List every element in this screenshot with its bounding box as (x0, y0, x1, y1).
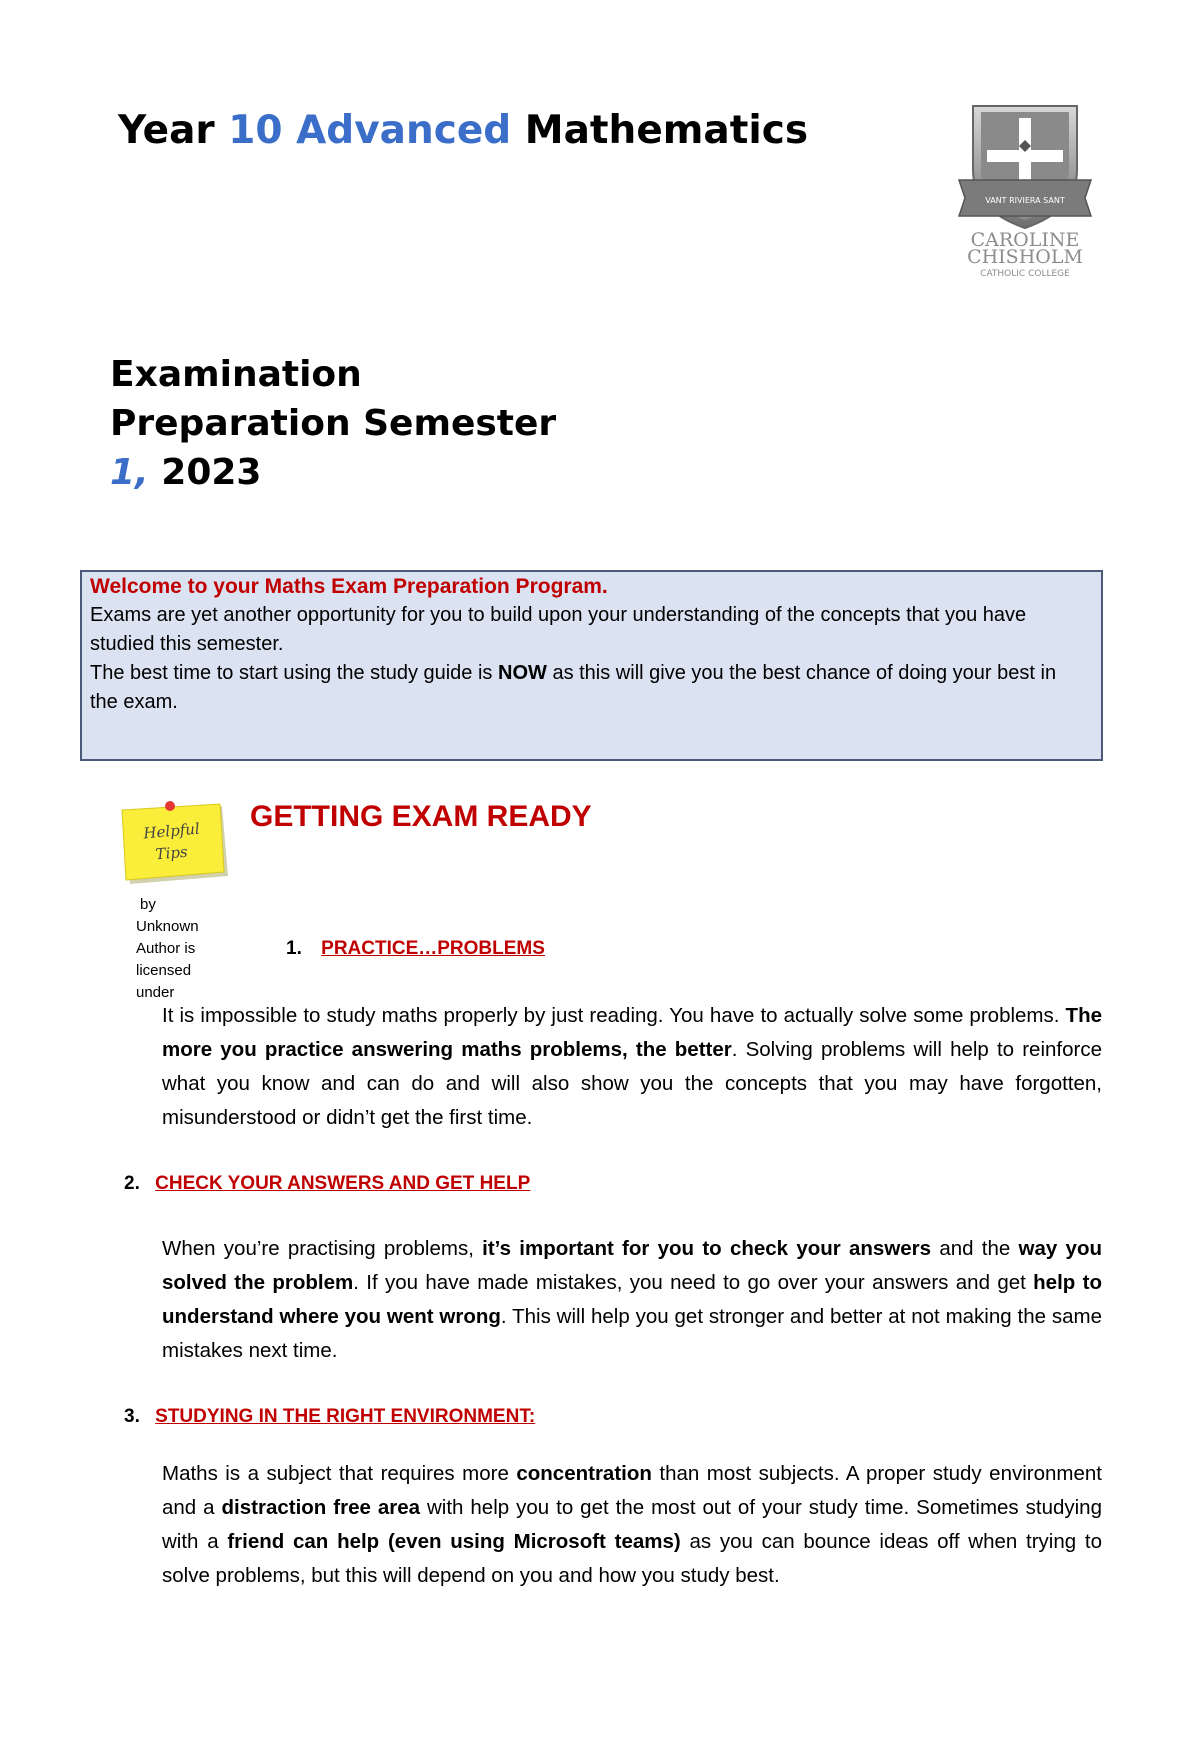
exam-heading-line1: Examination (110, 354, 362, 395)
welcome-now: NOW (498, 662, 547, 684)
shield-crest-icon (955, 100, 1105, 290)
attribution-line: under (136, 984, 175, 1001)
attribution-line: by (140, 896, 156, 913)
section-3-paragraph (162, 1457, 1102, 1593)
para-text: When you’re practising problems, (162, 1237, 483, 1260)
para-emphasis: help to understand where you went wrong (162, 1271, 1102, 1328)
section-1-label: PRACTICE…PROBLEMS (321, 938, 545, 959)
school-logo (955, 100, 1105, 290)
section-2-number: 2. (124, 1173, 140, 1194)
para-text: and the (931, 1237, 1019, 1260)
attribution-line: Author is (136, 940, 196, 957)
section-1-paragraph (162, 999, 1102, 1135)
section-3-number: 3. (124, 1406, 140, 1427)
welcome-text-2 (90, 659, 1087, 717)
title-prefix: Year (118, 108, 229, 153)
sticky-note-image (118, 800, 234, 890)
title-suffix: Mathematics (511, 108, 809, 153)
para-emphasis: way you solved the problem (162, 1237, 1102, 1294)
image-attribution (136, 894, 216, 1004)
semester-number: 1, (110, 452, 149, 493)
para-text: It is impossible to study maths properly by just reading. You have to actually solve some problems. (162, 1004, 1066, 1027)
attribution-line: Unknown (136, 918, 199, 935)
para-text: than most subjects. A proper study environment and a (162, 1462, 1102, 1519)
sticky-note-line2: Tips (154, 842, 189, 864)
welcome-box (80, 570, 1103, 761)
section-title: GETTING EXAM READY (250, 800, 592, 833)
exam-heading (110, 350, 556, 497)
section-3-label: STUDYING IN THE RIGHT ENVIRONMENT: (155, 1406, 536, 1427)
welcome-title: Welcome to your Maths Exam Preparation Program. (90, 575, 608, 598)
sticky-note-icon (118, 800, 234, 890)
welcome-text-1: Exams are yet another opportunity for you to build upon your understanding of the concepts that you have studied this semester. (90, 604, 1027, 655)
para-emphasis: it’s important for you to check your answers (482, 1237, 932, 1260)
para-text: . Solving problems will help to reinforce what you know and can do and will also show you the concepts that you may have forgotten, misunderstood or didn’t get the first time. (162, 1038, 1102, 1129)
attribution-line: licensed (136, 962, 192, 979)
title-highlight: 10 Advanced (228, 108, 512, 153)
section-2-heading (124, 1173, 530, 1195)
logo-name-line1: CAROLINE (970, 229, 1080, 251)
para-text: as you can bounce ideas off when trying to solve problems, but this will depend on you and how you study best. (162, 1530, 1102, 1587)
para-text: . This will help you get stronger and better at not making the same mistakes next time. (162, 1305, 1102, 1362)
section-3-heading (124, 1406, 535, 1428)
welcome-text-2b: as this will give you the best chance of doing your best in the exam. (90, 662, 1057, 713)
para-emphasis: The more you practice answering maths problems, the better (162, 1004, 1102, 1061)
para-text: Maths is a subject that requires more (162, 1462, 517, 1485)
logo-name-line2: CHISHOLM (967, 246, 1083, 268)
para-emphasis: concentration (516, 1462, 652, 1485)
logo-name-line3: CATHOLIC COLLEGE (980, 269, 1070, 279)
logo-banner-text: VANT RIVIERA SANT (985, 196, 1065, 205)
sticky-note-line1: Helpful (142, 819, 201, 843)
para-emphasis: friend can help (even using Microsoft teams) (227, 1530, 681, 1553)
section-2-paragraph (162, 1232, 1102, 1368)
section-1-number: 1. (286, 938, 302, 959)
section-1-heading (286, 938, 545, 960)
welcome-text-2a: The best time to start using the study guide is (90, 662, 498, 684)
para-text: with help you to get the most out of your study time. Sometimes studying with a (162, 1496, 1102, 1553)
para-text: . If you have made mistakes, you need to go over your answers and get (353, 1271, 1034, 1294)
exam-year: 2023 (148, 452, 262, 493)
exam-heading-line2: Preparation Semester (110, 403, 557, 444)
document-title (118, 108, 808, 153)
section-2-label: CHECK YOUR ANSWERS AND GET HELP (155, 1173, 531, 1194)
para-emphasis: distraction free area (221, 1496, 421, 1519)
exam-heading-line3 (110, 448, 556, 497)
